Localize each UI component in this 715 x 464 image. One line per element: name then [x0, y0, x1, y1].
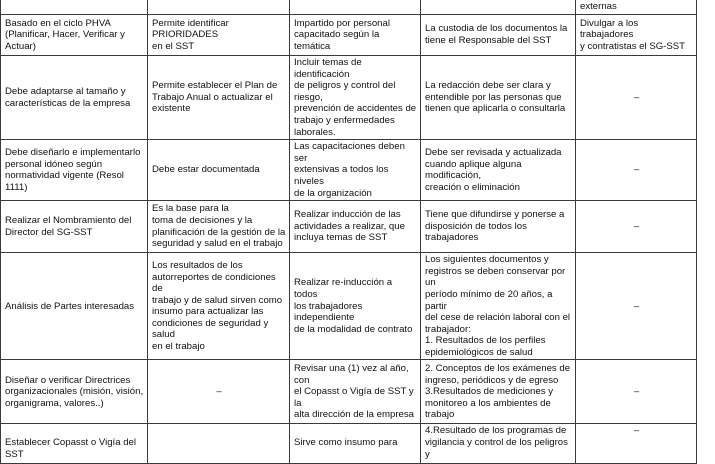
table-row — [1, 140, 697, 201]
table-cell: Debe adaptarse al tamaño y características de la empresa — [1, 56, 148, 140]
table-cell: Los resultados de los autorreportes de condiciones de trabajo y de salud sirven como insumo para actualizar las condiciones de seguridad y salud en el trabajo — [148, 253, 290, 360]
table-row — [1, 201, 697, 253]
table-cell: externas — [576, 0, 697, 15]
table-cell: Realizar re-inducción a todos los trabajadores independiente de la modalidad de contrato — [290, 253, 421, 360]
table-cell — [421, 0, 576, 15]
table-cell: Establecer Copasst o Vigía del SST — [1, 424, 148, 464]
table-row — [1, 56, 697, 140]
table-row — [1, 360, 697, 424]
table-cell — [148, 0, 290, 15]
table-cell: Es la base para la toma de decisiones y la planificación de la gestión de la seguridad y salud en el trabajo — [148, 201, 290, 253]
table-cell: 4.Resultado de los programas de vigilancia y control de los peligros y — [421, 424, 576, 464]
table-cell: – — [576, 424, 697, 464]
table-cell: Tiene que difundirse y ponerse a disposición de todos los trabajadores — [421, 201, 576, 253]
table-cell — [1, 0, 148, 15]
table-cell — [148, 424, 290, 464]
table-cell: Realizar el Nombramiento del Director del SG-SST — [1, 201, 148, 253]
table-cell: – — [576, 253, 697, 360]
table-cell: – — [148, 360, 290, 424]
table-cell: Impartido por personal capacitado según la temática — [290, 15, 421, 56]
table-cell: Realizar inducción de las actividades a realizar, que incluya temas de SST — [290, 201, 421, 253]
table-cell: 2. Conceptos de los exámenes de ingreso, periódicos y de egreso 3.Resultados de mediciones y monitoreo a los ambientes de trabajo — [421, 360, 576, 424]
table-cell: – — [576, 360, 697, 424]
table-cell: Revisar una (1) vez al año, con el Copasst o Vigía de SST y la alta dirección de la empresa — [290, 360, 421, 424]
table-cell: Permite establecer el Plan de Trabajo Anual o actualizar el existente — [148, 56, 290, 140]
table-row — [1, 0, 697, 15]
table-cell: Debe ser revisada y actualizada cuando aplique alguna modificación, creación o eliminación — [421, 140, 576, 201]
table-row — [1, 253, 697, 360]
table-cell: Análisis de Partes interesadas — [1, 253, 148, 360]
table-cell: – — [576, 56, 697, 140]
table-cell: Debe diseñarlo e implementarlo personal idóneo según normatividad vigente (Resol 1111) — [1, 140, 148, 201]
table-cell: Los siguientes documentos y registros se deben conservar por un período mínimo de 20 años, a partir del cese de relación laboral con el trabajador: 1. Resultados de los perfiles epidemiológicos de salud — [421, 253, 576, 360]
table-cell: Sirve como insumo para — [290, 424, 421, 464]
table-cell: La redacción debe ser clara y entendible por las personas que tienen que aplicarla o consultarla — [421, 56, 576, 140]
table-cell: Divulgar a los trabajadores y contratistas el SG-SST — [576, 15, 697, 56]
table-cell: Las capacitaciones deben ser extensivas a todos los niveles de la organización — [290, 140, 421, 201]
table-cell: Diseñar o verificar Directrices organizacionales (misión, visión, organigrama, valores..) — [1, 360, 148, 424]
table-cell: – — [576, 201, 697, 253]
table-row — [1, 424, 697, 464]
table-cell: – — [576, 140, 697, 201]
table-cell: Permite identificar PRIORIDADES en el SST — [148, 15, 290, 56]
table-cell: Basado en el ciclo PHVA (Planificar, Hacer, Verificar y Actuar) — [1, 15, 148, 56]
table-row — [1, 15, 697, 56]
table-cell — [290, 0, 421, 15]
table-cell: Debe estar documentada — [148, 140, 290, 201]
table-cell: La custodia de los documentos la tiene el Responsable del SST — [421, 15, 576, 56]
table-cell: Incluir temas de identificación de peligros y control del riesgo, prevención de accidentes de trabajo y enfermedades laborales. — [290, 56, 421, 140]
